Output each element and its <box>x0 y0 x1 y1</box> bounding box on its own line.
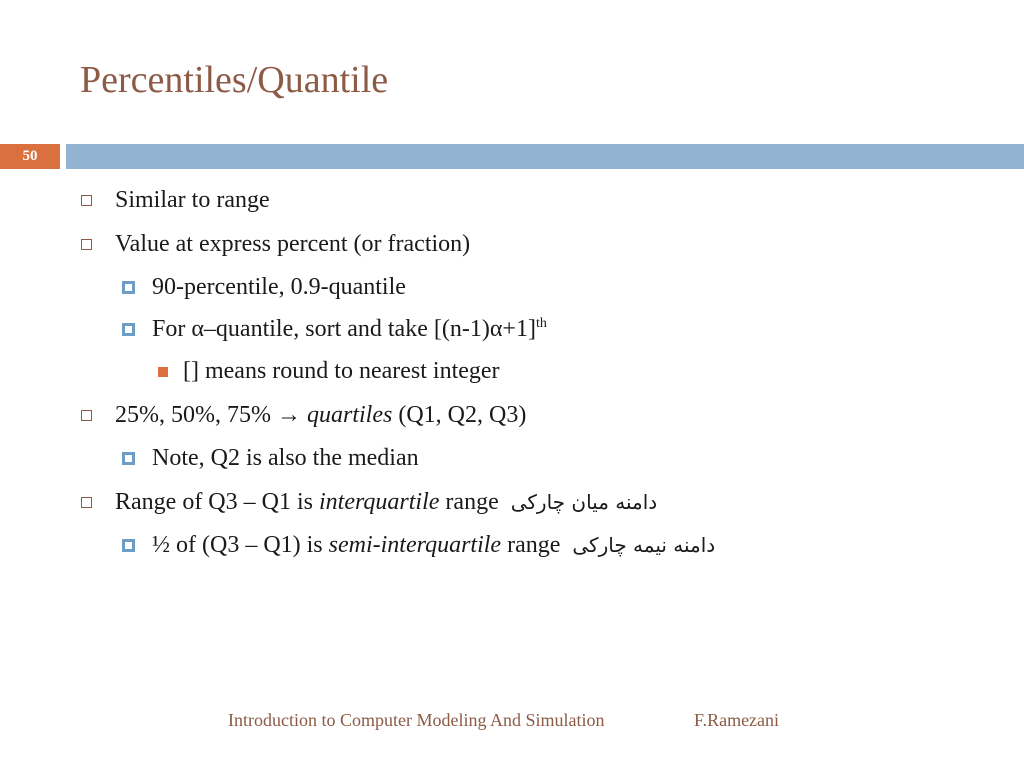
bullet-text: Similar to range <box>115 187 270 213</box>
text-segment: range <box>439 489 499 515</box>
square-bullet-icon <box>81 239 92 250</box>
persian-translation: دامنه نیمه چارکی <box>572 533 716 557</box>
text-segment: +1] <box>502 316 536 342</box>
footer-course: Introduction to Computer Modeling And Simulation <box>228 710 605 730</box>
semi-interquartile-term: semi-interquartile <box>328 532 502 558</box>
bullet-text: 90-percentile, 0.9-quantile <box>152 274 406 300</box>
bullet-text <box>115 402 526 429</box>
bullet-text: Note, Q2 is also the median <box>152 445 419 471</box>
blue-square-bullet-icon <box>122 539 135 552</box>
text-segment: –quantile, sort and take [(n-1) <box>203 316 490 342</box>
bullet-interquartile <box>81 489 657 516</box>
right-arrow-icon: → <box>276 402 301 428</box>
subsubbullet-round-nearest <box>158 358 500 385</box>
bullet-text <box>152 532 715 559</box>
square-bullet-icon <box>81 410 92 421</box>
footer-author: F.Ramezani <box>694 710 780 730</box>
square-bullet-icon <box>81 195 92 206</box>
bullet-text <box>152 316 547 343</box>
blue-square-bullet-icon <box>122 323 135 336</box>
text-segment: ½ of (Q3 – Q1) is <box>152 532 329 558</box>
persian-translation: دامنه میان چارکی <box>510 490 658 514</box>
text-segment: 25%, 50%, 75% <box>115 402 277 428</box>
blue-square-bullet-icon <box>122 452 135 465</box>
blue-square-bullet-icon <box>122 281 135 294</box>
text-segment: For <box>152 316 192 342</box>
header-bar <box>66 144 1024 169</box>
alpha-symbol: α <box>489 316 503 342</box>
interquartile-term: interquartile <box>318 489 440 515</box>
text-segment: range <box>501 532 561 558</box>
subbullet-alpha-quantile <box>122 316 547 343</box>
orange-square-bullet-icon <box>158 367 168 377</box>
bullet-text: [] means round to nearest integer <box>183 358 500 384</box>
bullet-similar-to-range <box>81 187 270 214</box>
quartiles-term: quartiles <box>306 402 393 428</box>
superscript-th: th <box>535 316 547 331</box>
bullet-text: Value at express percent (or fraction) <box>115 231 471 257</box>
bullet-quartiles <box>81 402 526 429</box>
page-number: 50 <box>0 144 60 169</box>
bullet-text <box>115 489 657 516</box>
subbullet-semi-interquartile <box>122 532 715 559</box>
square-bullet-icon <box>81 497 92 508</box>
bullet-value-at-percent <box>81 231 470 258</box>
alpha-symbol: α <box>191 316 204 342</box>
subbullet-90-percentile <box>122 274 406 301</box>
slide-title: Percentiles/Quantile <box>80 59 389 101</box>
subbullet-q2-median <box>122 445 419 472</box>
text-segment: Range of Q3 – Q1 is <box>115 489 319 515</box>
text-segment: (Q1, Q2, Q3) <box>392 402 527 428</box>
